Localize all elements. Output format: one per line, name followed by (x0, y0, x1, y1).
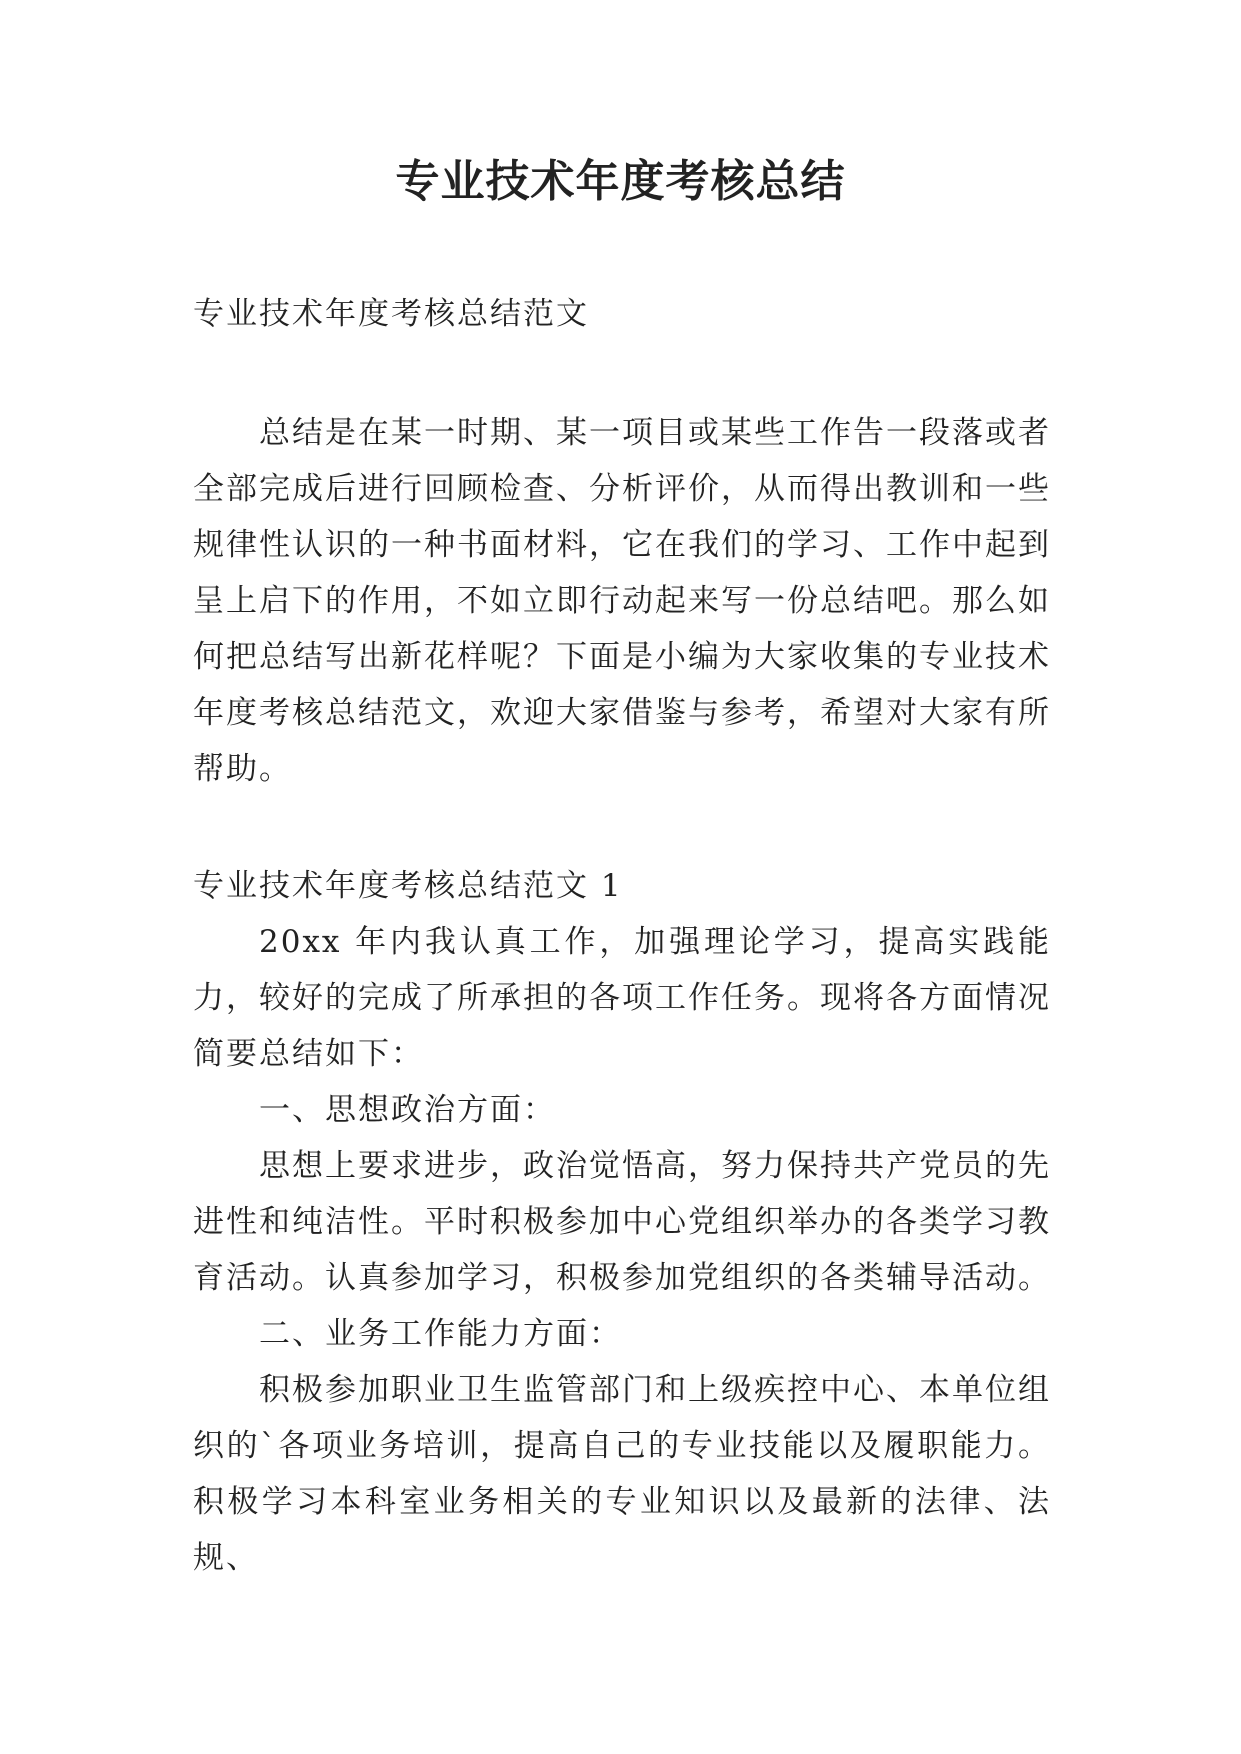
section-heading: 专业技术年度考核总结范文 1 (193, 868, 623, 904)
section-1 (193, 858, 1051, 1586)
heading-business: 二、业务工作能力方面： (259, 1316, 622, 1352)
document-subtitle: 专业技术年度考核总结范文 (193, 296, 589, 332)
paragraph-business: 积极参加职业卫生监管部门和上级疾控中心、本单位组织的`各项业务培训，提高自己的专业技能以及履职能力。积极学习本科室业务相关的专业知识以及最新的法律、法规、 (193, 1372, 1051, 1576)
paragraph-political: 思想上要求进步，政治觉悟高，努力保持共产党员的先进性和纯洁性。平时积极参加中心党组织举办的各类学习教育活动。认真参加学习，积极参加党组织的各类辅导活动。 (193, 1148, 1051, 1296)
heading-political: 一、思想政治方面： (259, 1092, 556, 1128)
paragraph-overview: 20xx 年内我认真工作，加强理论学习，提高实践能力，较好的完成了所承担的各项工作任务。现将各方面情况简要总结如下： (193, 924, 1051, 1072)
intro-paragraph: 总结是在某一时期、某一项目或某些工作告一段落或者全部完成后进行回顾检查、分析评价，从而得出教训和一些规律性认识的一种书面材料，它在我们的学习、工作中起到呈上启下的作用，不如立即行动起来写一份总结吧。那么如何把总结写出新花样呢？下面是小编为大家收集的专业技术年度考核总结范文，欢迎大家借鉴与参考，希望对大家有所帮助。 (193, 415, 1051, 787)
document-title: 专业技术年度考核总结 (395, 156, 846, 207)
